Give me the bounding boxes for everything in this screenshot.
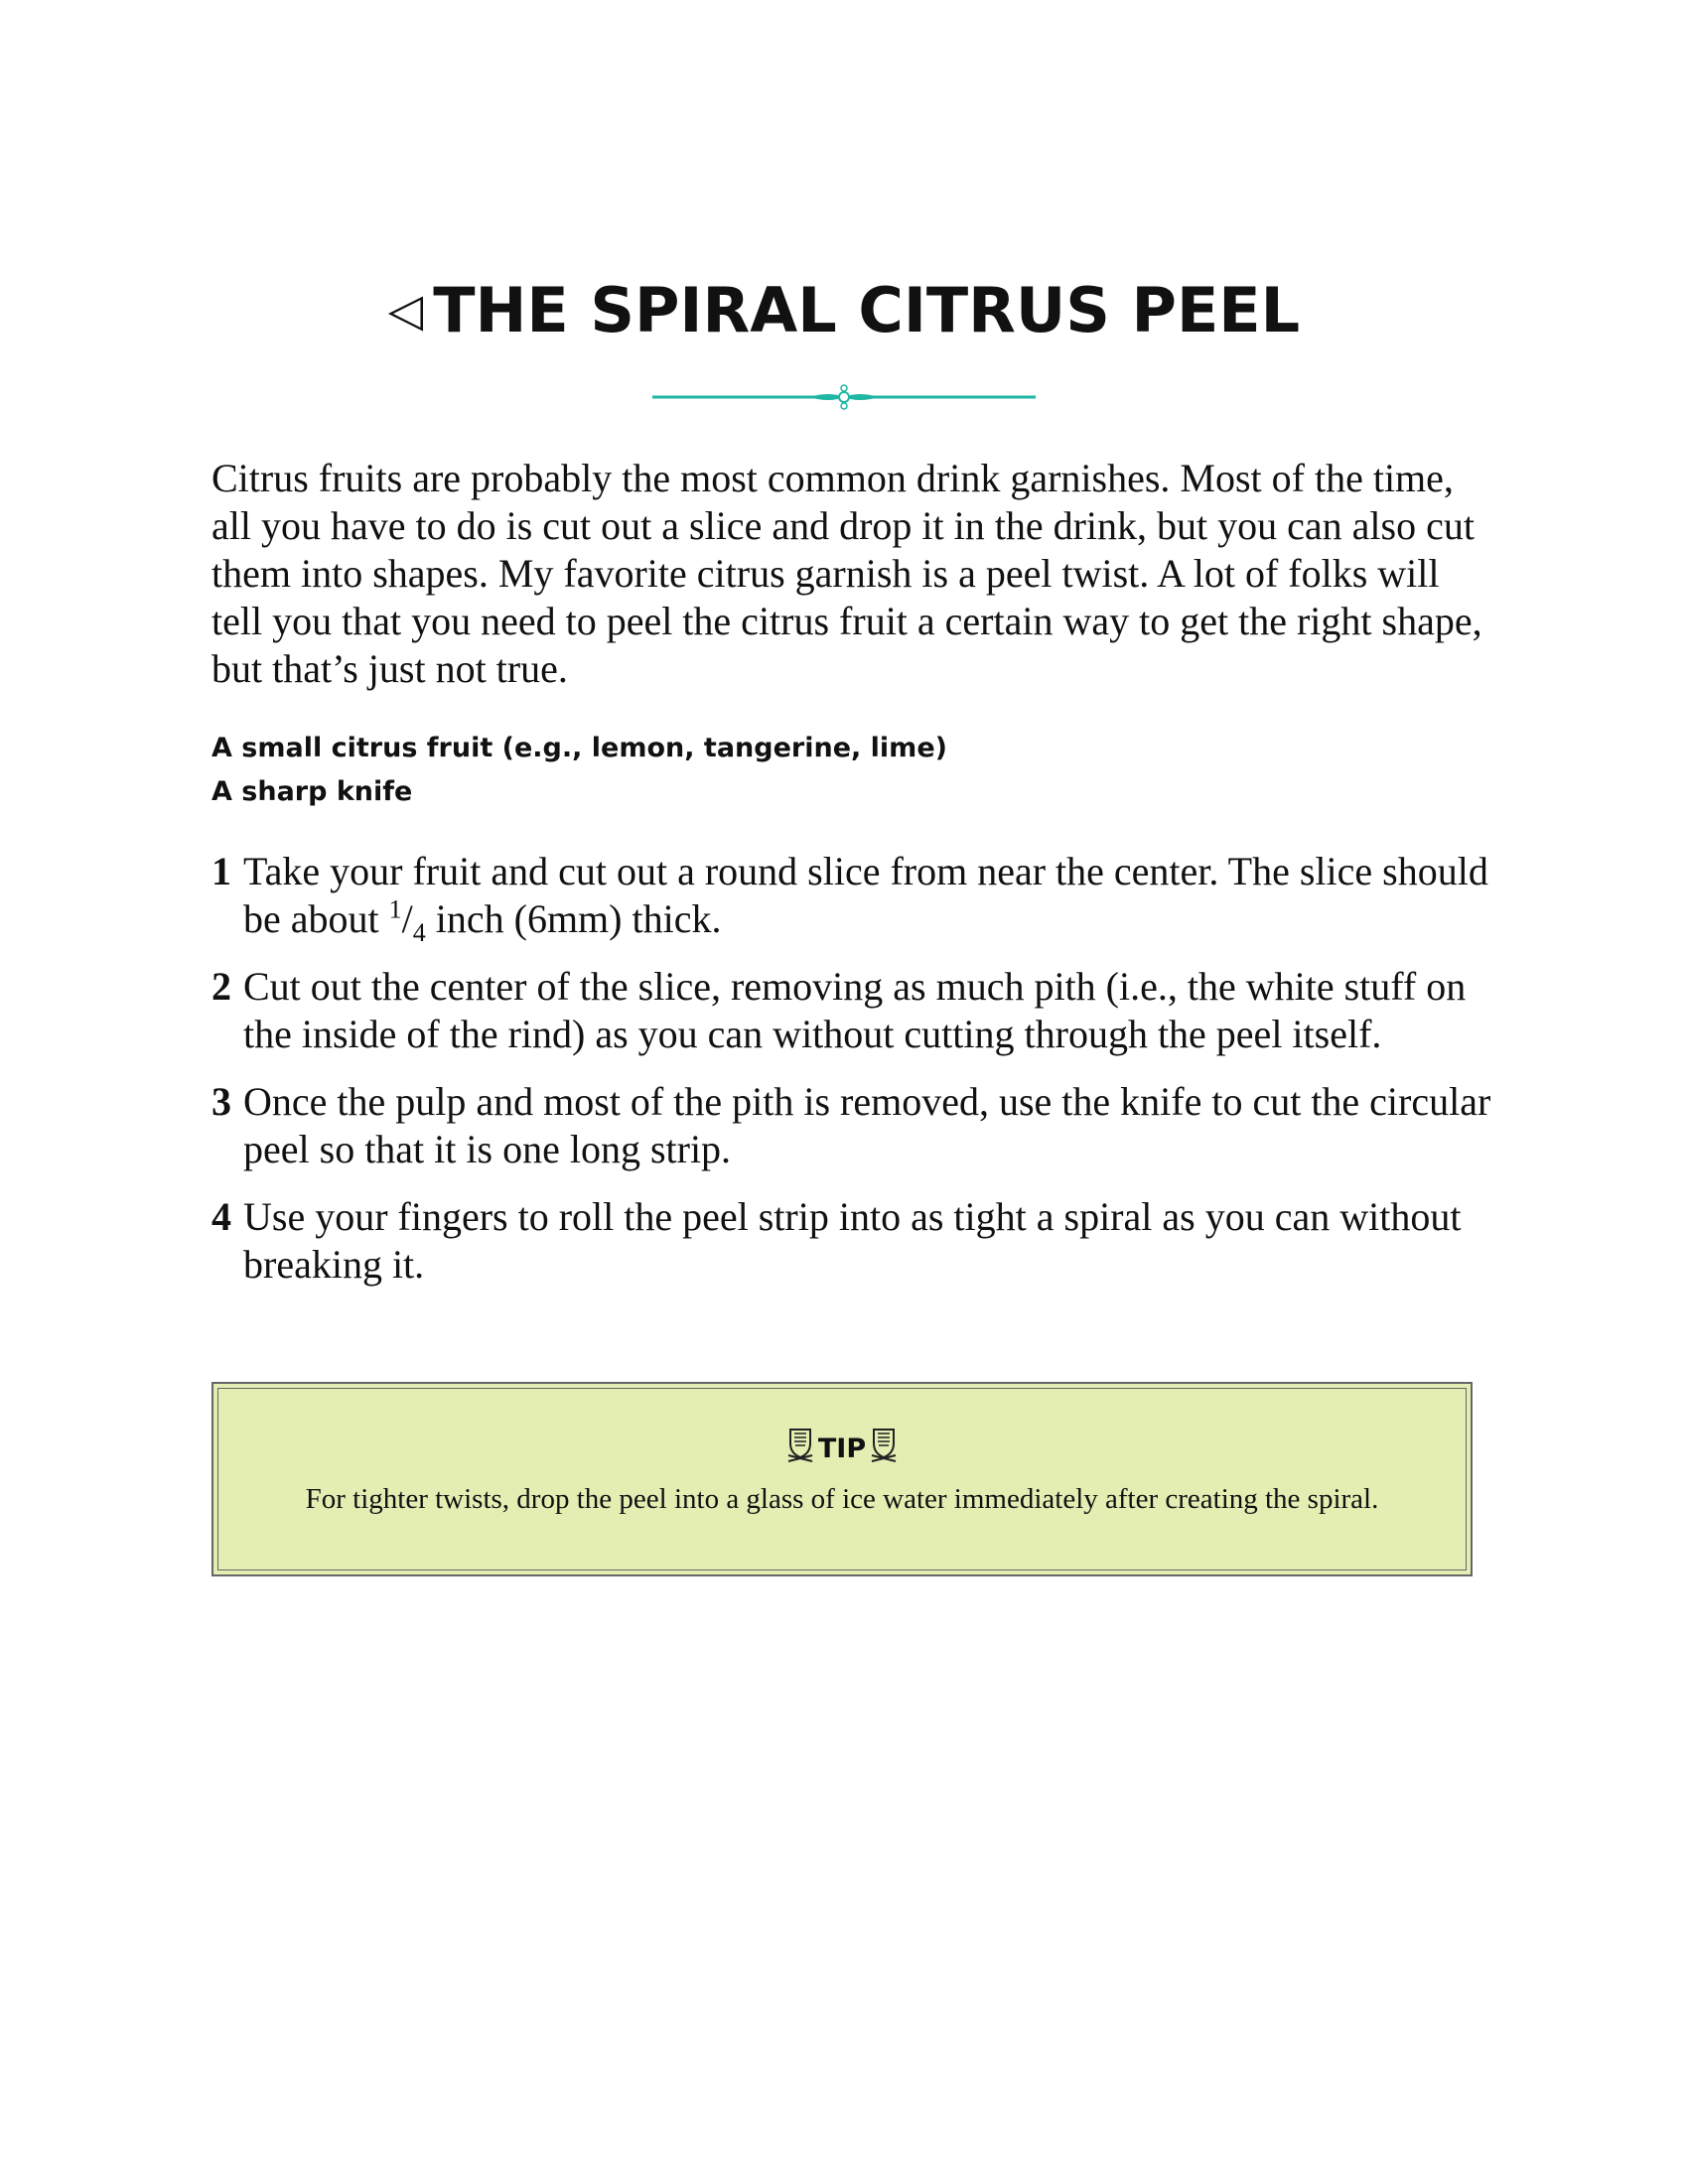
step-item (211, 963, 1492, 1058)
crest-emblem-icon (870, 1426, 898, 1465)
page-title-text: THE SPIRAL CITRUS PEEL (433, 274, 1301, 346)
tip-heading-text: TIP (817, 1433, 867, 1464)
step-text-part: inch (6mm) thick. (425, 896, 722, 941)
step-item (211, 1078, 1492, 1173)
step-text: Use your fingers to roll the peel strip into as tight a spiral as you can without breaking it. (243, 1194, 1462, 1287)
intro-paragraph: Citrus fruits are probably the most common drink garnishes. Most of the time, all you have to do is cut out a slice and drop it in the drink, but you can also cut them into shapes. My favorite citrus garnish is a peel twist. A lot of folks will tell you that you need to peel the citrus fruit a certain way to get the right shape, but that’s just not true. (211, 456, 1482, 691)
page-title (0, 270, 1688, 350)
fraction-numerator: 1 (388, 894, 402, 924)
ornamental-divider-icon (650, 379, 1038, 415)
step-number: 3 (211, 1079, 231, 1124)
step-number: 1 (211, 849, 231, 893)
step-text: Cut out the center of the slice, removing as much pith (i.e., the white stuff on the inside of the rind) as you can without cutting through the peel itself. (243, 964, 1467, 1056)
step-number: 2 (211, 964, 231, 1009)
steps-list (211, 848, 1492, 1308)
supply-item: A small citrus fruit (e.g., lemon, tangerine, lime) (211, 733, 947, 763)
back-triangle-icon[interactable]: ◁ (387, 283, 424, 337)
step-item (211, 1193, 1492, 1289)
step-text: Once the pulp and most of the pith is removed, use the knife to cut the circular peel so that it is one long strip. (243, 1079, 1491, 1171)
step-number: 4 (211, 1194, 231, 1239)
tip-text: For tighter twists, drop the peel into a glass of ice water immediately after creating the spiral. (305, 1483, 1379, 1515)
tip-box (211, 1382, 1473, 1576)
supply-item: A sharp knife (211, 776, 413, 807)
fraction-denominator: 4 (412, 918, 426, 947)
step-item (211, 848, 1492, 947)
tip-heading (213, 1426, 1471, 1469)
crest-emblem-icon (786, 1426, 814, 1465)
step-text (243, 849, 1488, 947)
step-text-part: Take your fruit and cut out a round slice from near the center. The slice should be about (243, 849, 1488, 941)
supplies-list (211, 727, 1482, 814)
fraction: $^1/_4$ (388, 894, 426, 947)
